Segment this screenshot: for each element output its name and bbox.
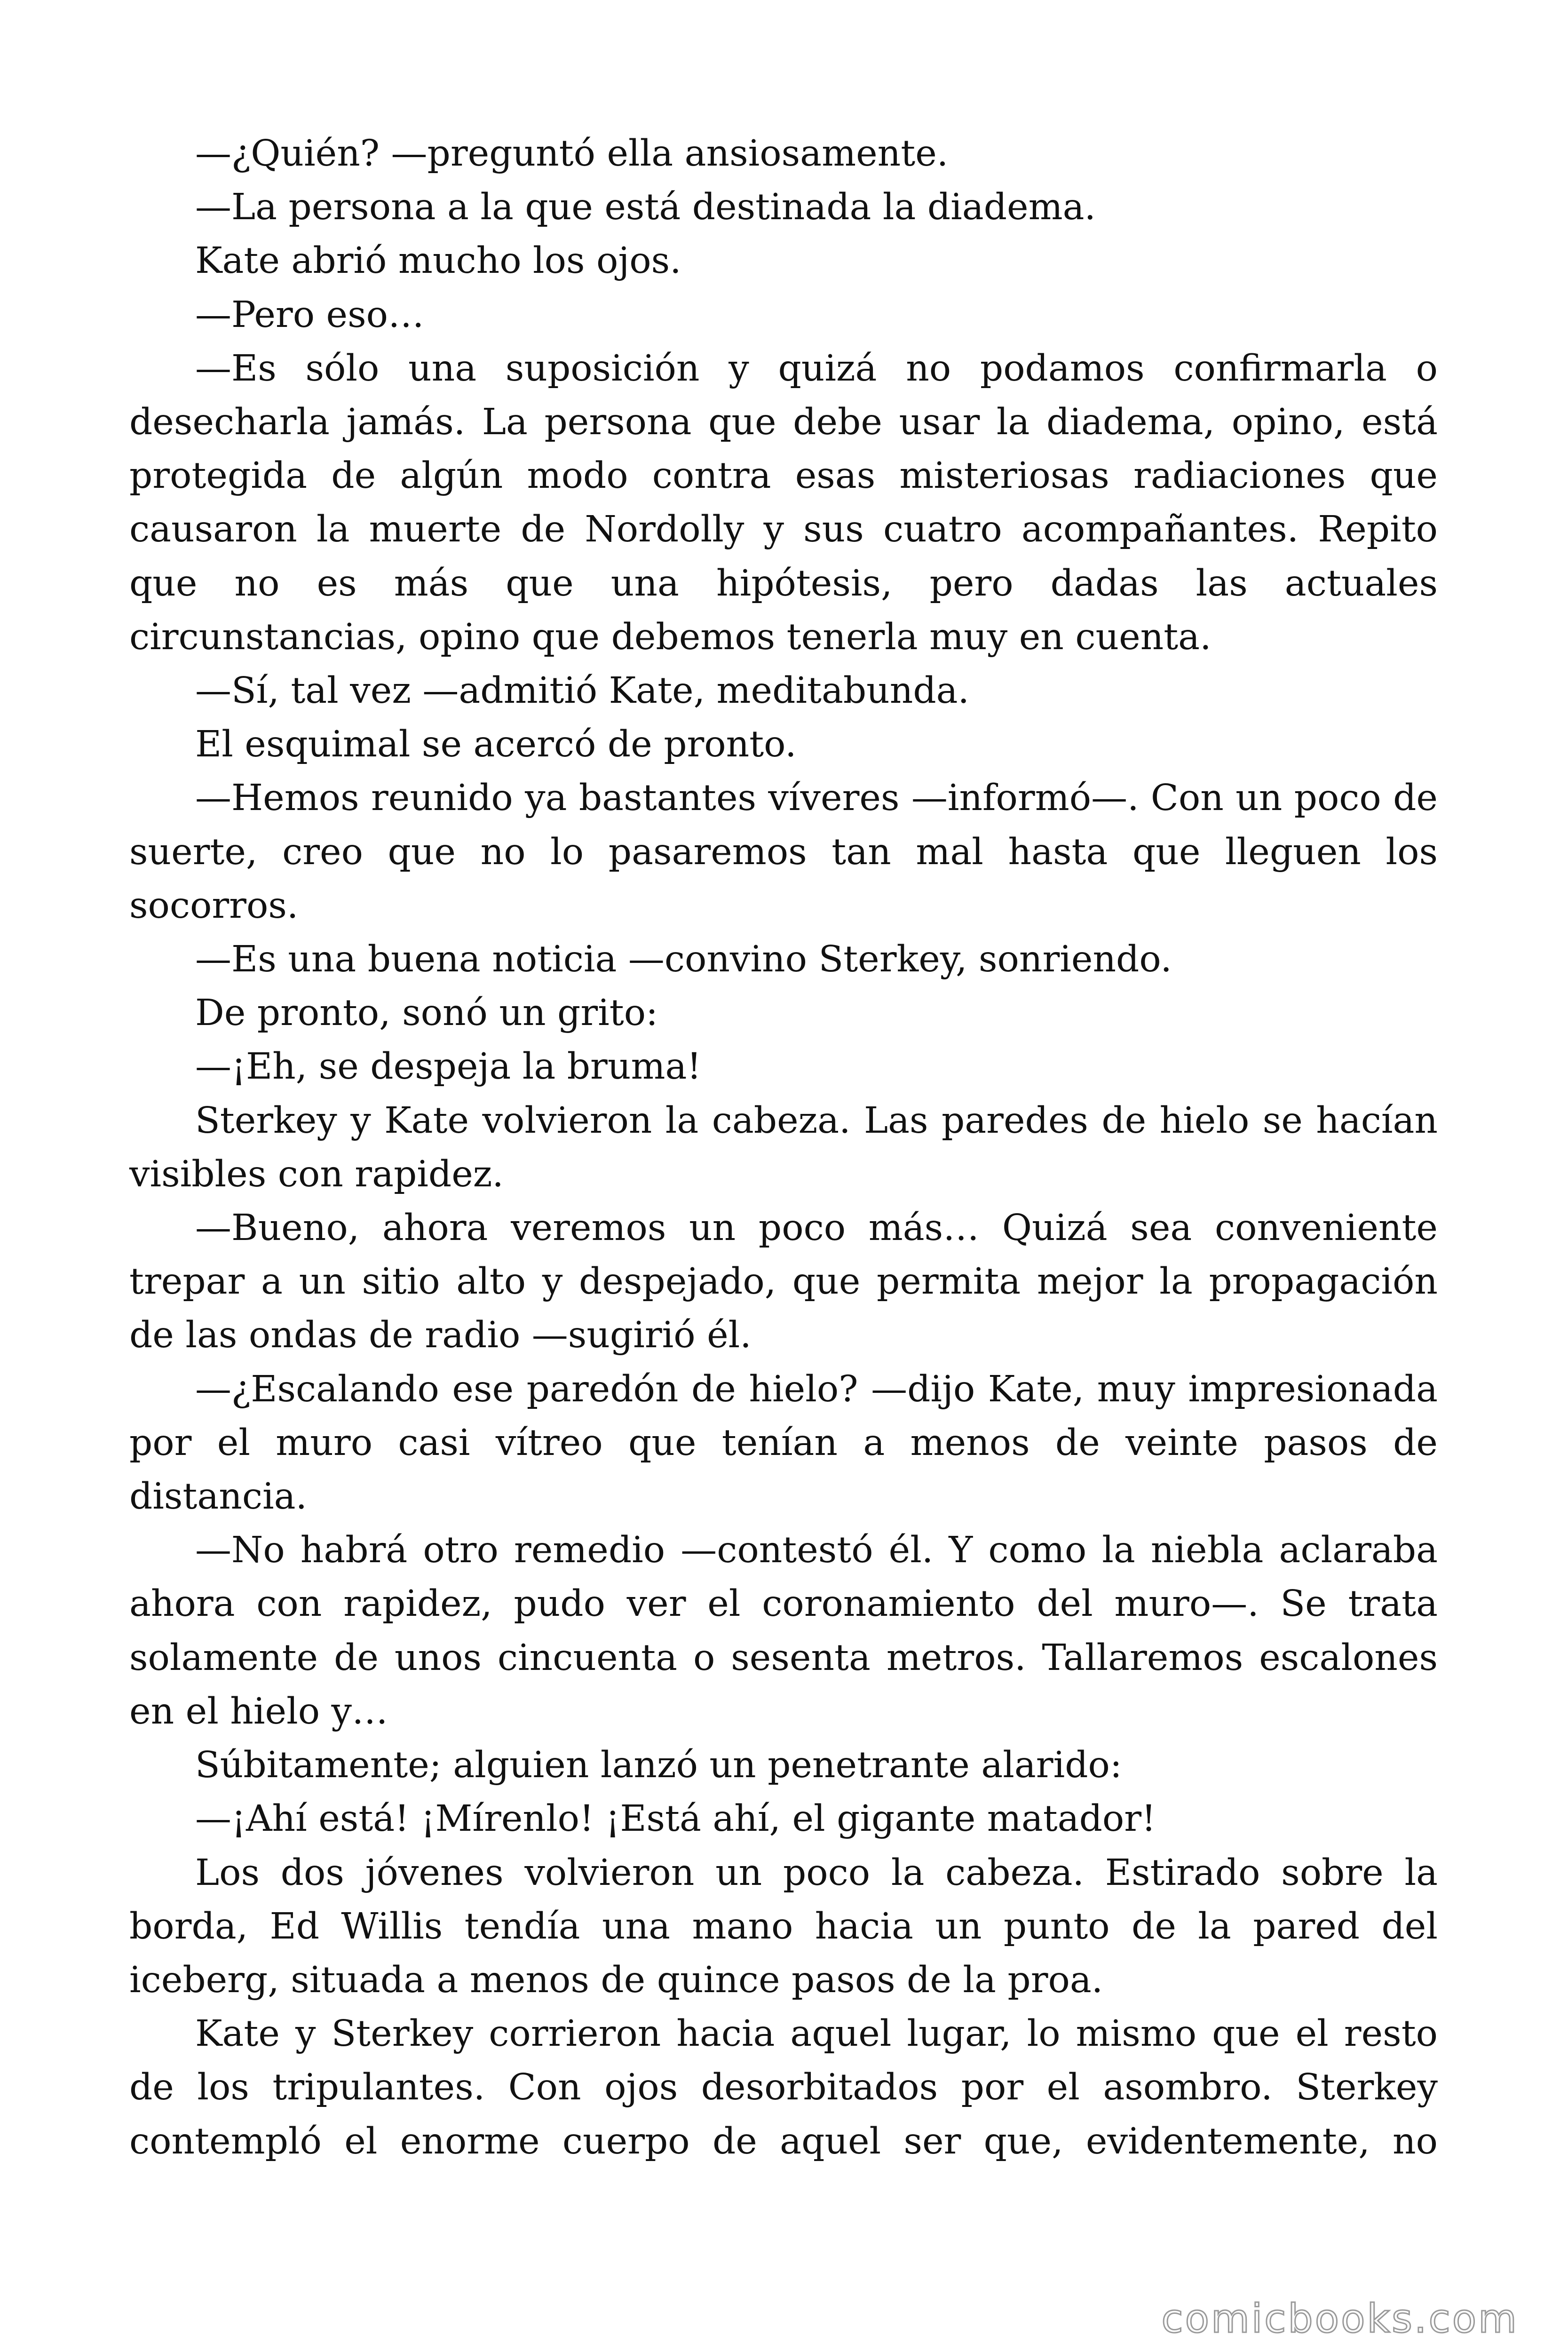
paragraph: Súbitamente; alguien lanzó un penetrante alarido: [195,1744,1122,1787]
body-text [129,127,1438,2169]
paragraph: Kate abrió mucho los ojos. [195,240,681,282]
paragraph: El esquimal se acercó de pronto. [195,723,797,766]
watermark: comicbooks.com [1161,2296,1519,2342]
paragraph: —¡Eh, se despeja la bruma! [195,1046,702,1088]
paragraph: Sterkey y Kate volvieron la cabeza. Las paredes de hielo se hacían visibles con rapidez. [129,1099,1438,1195]
paragraph: —Bueno, ahora veremos un poco más… Quizá sea conveniente trepar a un sitio alto y despejado, que permita mejor la propagación de las ondas de radio —sugirió él. [129,1207,1438,1357]
paragraph: —Es una buena noticia —convino Sterkey, sonriendo. [195,938,1172,981]
paragraph: De pronto, sonó un grito: [195,992,658,1034]
paragraph: —Pero eso… [195,294,425,336]
paragraph: —No habrá otro remedio —contestó él. Y como la niebla aclaraba ahora con rapidez, pudo ver el coronamiento del muro—. Se trata solamente de unos cincuenta o sesenta metros. Tallaremos escalones en el hielo y… [129,1529,1438,1732]
paragraph: —La persona a la que está destinada la diadema. [195,186,1096,229]
paragraph: —Sí, tal vez —admitió Kate, meditabunda. [195,670,970,712]
paragraph: —¡Ahí está! ¡Mírenlo! ¡Está ahí, el gigante matador! [195,1798,1156,1840]
paragraph: Kate y Sterkey corrieron hacia aquel lugar, lo mismo que el resto de los tripulantes. Con ojos desorbitados por el asombro. Sterkey contempló el enorme cuerpo de aquel ser que, evidentemente, no [129,2013,1438,2162]
paragraph: Los dos jóvenes volvieron un poco la cabeza. Estirado sobre la borda, Ed Willis tendía una mano hacia un punto de la pared del iceberg, situada a menos de quince pasos de la proa. [129,1851,1438,2001]
paragraph: —¿Quién? —preguntó ella ansiosamente. [195,133,949,175]
paragraph: —Hemos reunido ya bastantes víveres —informó—. Con un poco de suerte, creo que no lo pasaremos tan mal hasta que lleguen los socorros. [129,777,1438,927]
paragraph: —Es sólo una suposición y quizá no podamos confirmarla o desecharla jamás. La persona que debe usar la diadema, opino, está protegida de algún modo contra esas misteriosas radiaciones que causaron la muerte de Nordolly y sus cuatro acompañantes. Repito que no es más que una hipótesis, pero dadas las actuales circunstancias, opino que debemos tenerla muy en cuenta. [129,347,1438,658]
paragraph: —¿Escalando ese paredón de hielo? —dijo Kate, muy impresionada por el muro casi vítreo que tenían a menos de veinte pasos de distancia. [129,1368,1438,1518]
